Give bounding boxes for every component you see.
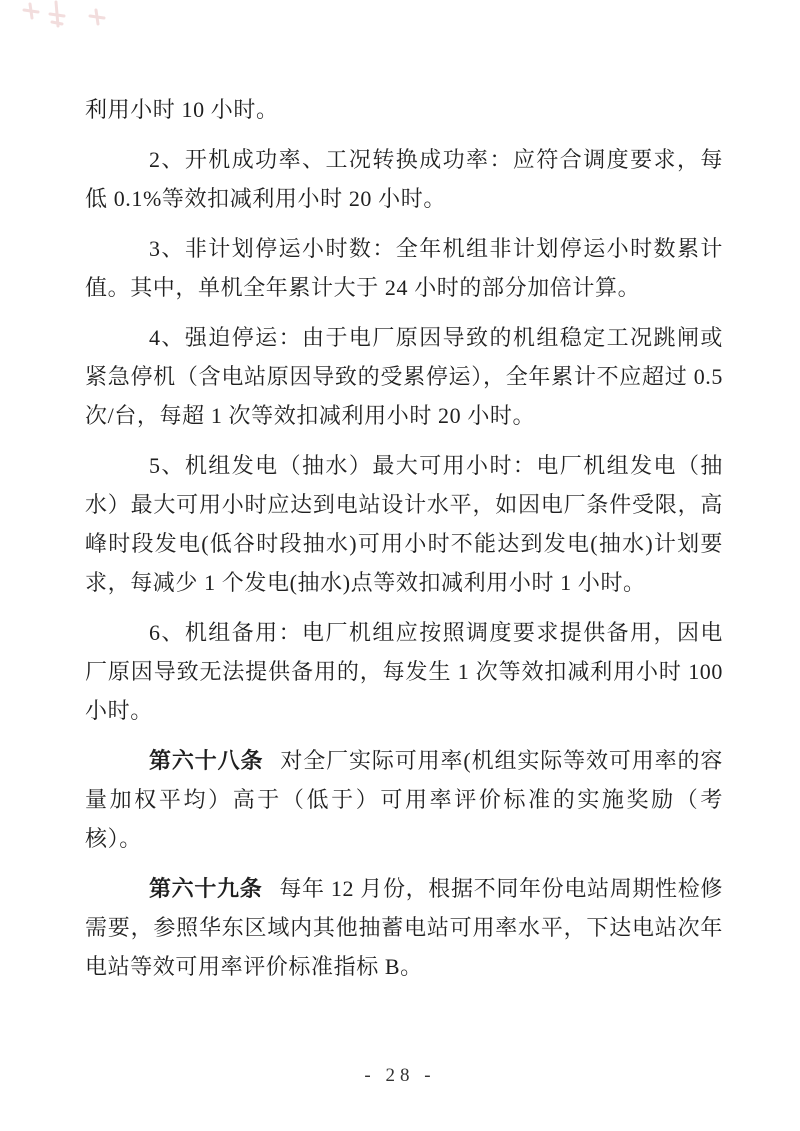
paragraph-text: 6、机组备用：电厂机组应按照调度要求提供备用，因电厂原因导致无法提供备用的，每发生 1 次等效扣减利用小时 100 小时。 bbox=[85, 620, 723, 723]
body-paragraph bbox=[85, 613, 723, 730]
article-paragraph bbox=[85, 741, 723, 858]
body-paragraph bbox=[85, 318, 723, 435]
paragraph-text: 2、开机成功率、工况转换成功率：应符合调度要求，每低 0.1%等效扣减利用小时 20 小时。 bbox=[85, 147, 723, 211]
body-paragraph bbox=[85, 90, 723, 129]
page-number: - 28 - bbox=[364, 1065, 436, 1086]
article-paragraph bbox=[85, 869, 723, 986]
paragraph-text: 4、强迫停运：由于电厂原因导致的机组稳定工况跳闸或紧急停机（含电站原因导致的受累停运），全年累计不应超过 0.5 次/台，每超 1 次等效扣减利用小时 20 小时。 bbox=[85, 325, 723, 428]
article-number: 第六十九条 bbox=[149, 876, 263, 901]
paragraph-text: 每年 12 月份，根据不同年份电站周期性检修需要，参照华东区域内其他抽蓄电站可用率水平，下达电站次年电站等效可用率评价标准指标 B。 bbox=[85, 876, 723, 979]
paragraph-text: 3、非计划停运小时数：全年机组非计划停运小时数累计值。其中，单机全年累计大于 24 小时的部分加倍计算。 bbox=[85, 236, 723, 300]
paragraph-text: 对全厂实际可用率(机组实际等效可用率的容量加权平均）高于（低于）可用率评价标准的实施奖励（考核）。 bbox=[85, 748, 723, 851]
body-paragraph bbox=[85, 140, 723, 218]
paragraph-text: 5、机组发电（抽水）最大可用小时：电厂机组发电（抽水）最大可用小时应达到电站设计水平，如因电厂条件受限，高峰时段发电(低谷时段抽水)可用小时不能达到发电(抽水)计划要求，每减少 1 个发电(抽水)点等效扣减利用小时 1 小时。 bbox=[85, 453, 723, 595]
document-content bbox=[85, 90, 723, 997]
body-paragraph bbox=[85, 229, 723, 307]
body-paragraph bbox=[85, 446, 723, 602]
paragraph-text: 利用小时 10 小时。 bbox=[85, 97, 279, 122]
stamp-marks-icon bbox=[12, 0, 122, 48]
article-number: 第六十八条 bbox=[149, 748, 264, 773]
